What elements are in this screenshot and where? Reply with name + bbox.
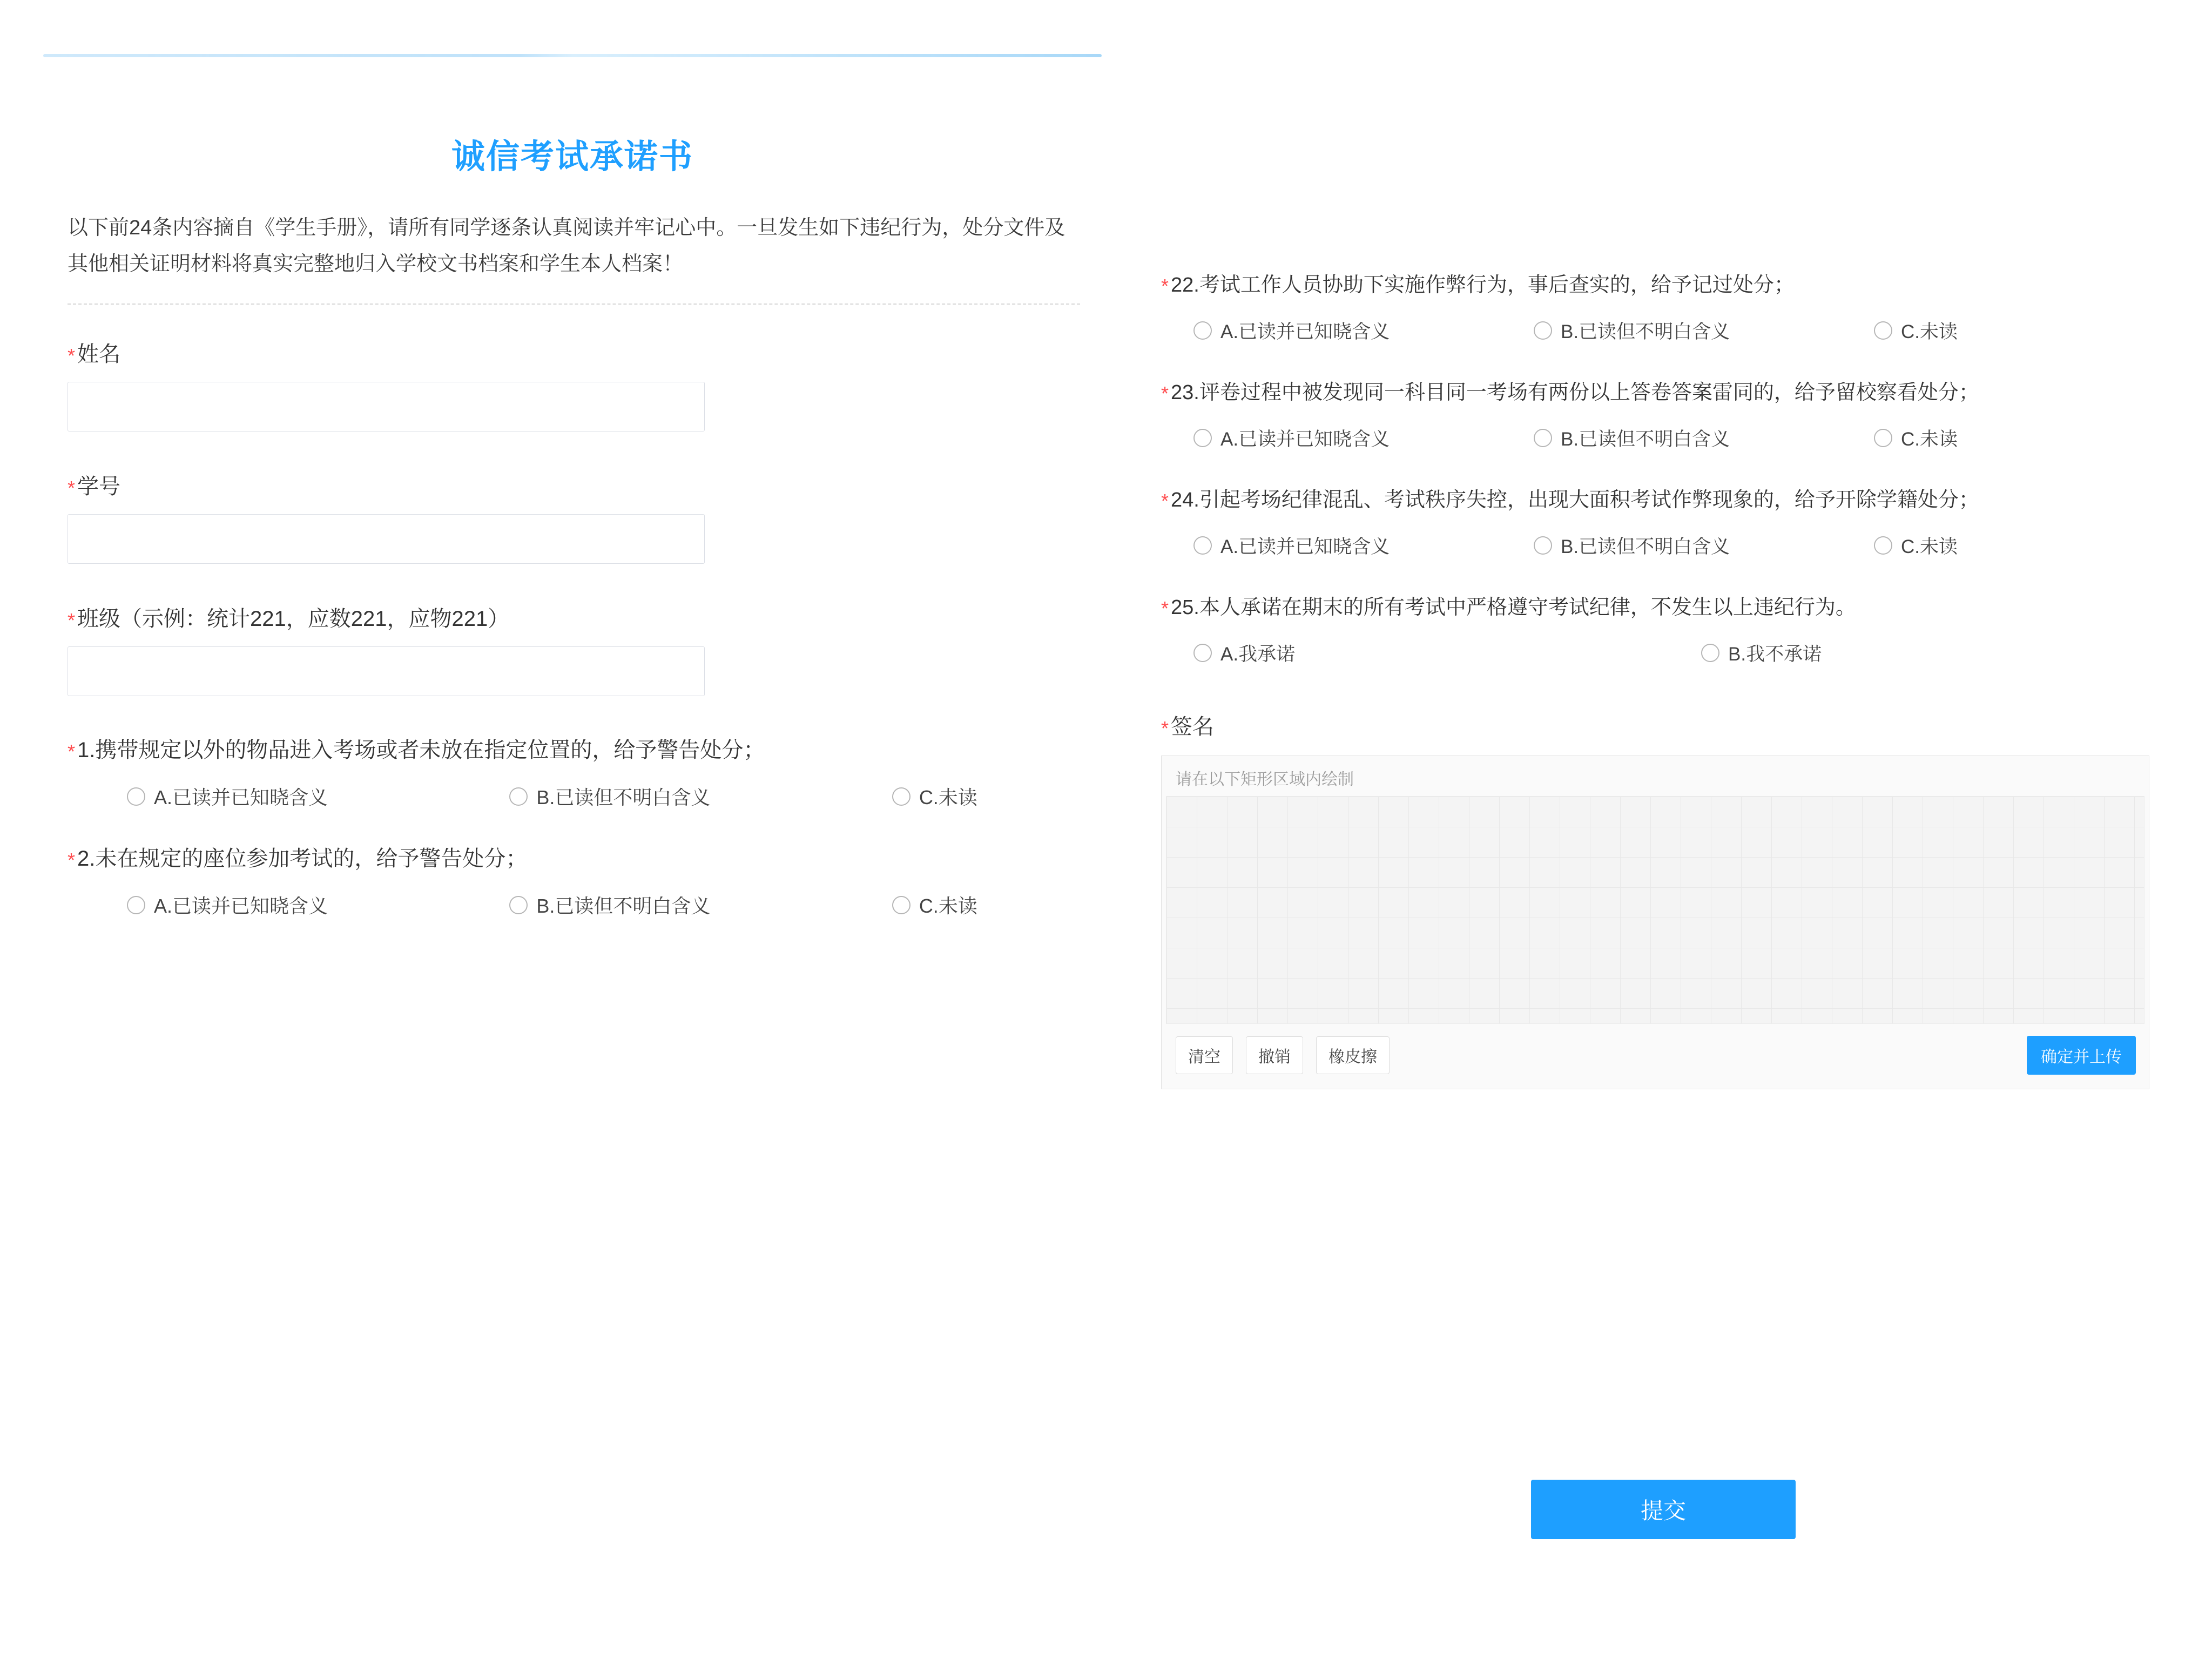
question-25-text (1161, 592, 2166, 623)
field-name-label (68, 337, 1102, 368)
radio-icon[interactable] (509, 896, 528, 914)
radio-icon[interactable] (892, 787, 911, 806)
question-25-option-yes-label: A.我承诺 (1220, 644, 1296, 665)
field-name-label-text: 姓名 (77, 342, 121, 366)
signature-section (1161, 710, 2166, 1089)
question-1-body: 携带规定以外的物品进入考场或者未放在指定位置的，给予警告处分； (95, 738, 765, 762)
question-22-option-a[interactable] (1193, 317, 1534, 344)
question-2-option-c-label: C.未读 (919, 895, 977, 917)
radio-icon[interactable] (1193, 321, 1212, 340)
question-23 (1161, 377, 2166, 451)
required-indicator: * (68, 849, 76, 871)
question-25-option-yes[interactable] (1193, 639, 1701, 666)
question-2-option-c[interactable] (892, 891, 1102, 919)
required-indicator: * (68, 609, 76, 631)
required-indicator: * (1161, 597, 1169, 619)
required-indicator: * (1161, 382, 1169, 404)
question-2-option-b[interactable] (509, 891, 892, 919)
question-1-text (68, 734, 1102, 766)
class-input[interactable] (68, 646, 705, 696)
signature-canvas[interactable] (1166, 796, 2144, 1024)
question-2-text (68, 842, 1102, 875)
question-23-option-c[interactable] (1874, 424, 2090, 451)
question-22-option-b-label: B.已读但不明白含义 (1561, 321, 1730, 342)
radio-icon[interactable] (1534, 536, 1552, 555)
question-1 (68, 734, 1102, 810)
question-24-options (1161, 532, 2166, 559)
question-24-option-a-label: A.已读并已知晓含义 (1220, 536, 1390, 557)
radio-icon[interactable] (1534, 429, 1552, 447)
radio-icon[interactable] (892, 896, 911, 914)
field-name (68, 337, 1102, 431)
question-24-option-c[interactable] (1874, 532, 2090, 559)
question-23-option-a-label: A.已读并已知晓含义 (1220, 429, 1390, 450)
question-2-option-a-label: A.已读并已知晓含义 (154, 895, 328, 917)
signature-clear-button[interactable]: 清空 (1176, 1036, 1233, 1074)
question-22-text (1161, 270, 2166, 301)
radio-icon[interactable] (1874, 536, 1892, 555)
radio-icon[interactable] (127, 787, 145, 806)
question-1-option-b[interactable] (509, 783, 892, 810)
question-2-option-b-label: B.已读但不明白含义 (536, 895, 711, 917)
field-class-label-text: 班级（示例：统计221，应数221，应物221） (77, 607, 510, 631)
question-25-option-no[interactable] (1701, 639, 2025, 666)
radio-icon[interactable] (1701, 644, 1719, 662)
radio-icon[interactable] (127, 896, 145, 914)
question-25-option-no-label: B.我不承诺 (1728, 644, 1822, 665)
question-23-options (1161, 424, 2166, 451)
question-24-option-a[interactable] (1193, 532, 1534, 559)
student-id-input[interactable] (68, 514, 705, 564)
question-24-text (1161, 485, 2166, 516)
question-22-body: 考试工作人员协助下实施作弊行为，事后查实的，给予记过处分； (1199, 274, 1795, 296)
question-24-option-b-label: B.已读但不明白含义 (1561, 536, 1730, 557)
page-title: 诚信考试承诺书 (451, 138, 693, 176)
question-2-option-a[interactable] (127, 891, 509, 919)
submit-button[interactable]: 提交 (1531, 1480, 1796, 1539)
question-23-option-b[interactable] (1534, 424, 1874, 451)
field-student-id (68, 469, 1102, 564)
signature-eraser-button[interactable]: 橡皮擦 (1316, 1036, 1390, 1074)
radio-icon[interactable] (1534, 321, 1552, 340)
question-1-option-a[interactable] (127, 783, 509, 810)
question-23-option-b-label: B.已读但不明白含义 (1561, 429, 1730, 450)
intro-text: 以下前24条内容摘自《学生手册》，请所有同学逐条认真阅读并牢记心中。一旦发生如下违纪行为，处分文件及其他相关证明材料将真实完整地归入学校文书档案和学生本人档案！ (68, 217, 1065, 275)
question-23-option-c-label: C.未读 (1901, 429, 1958, 450)
signature-label (1161, 710, 2166, 740)
question-22-option-b[interactable] (1534, 317, 1874, 344)
question-22-number: 22. (1171, 274, 1199, 296)
signature-hint: 请在以下矩形区域内绘制 (1162, 756, 2149, 796)
question-25-number: 25. (1171, 596, 1199, 619)
divider (68, 304, 1080, 305)
question-25 (1161, 592, 2166, 666)
question-1-option-a-label: A.已读并已知晓含义 (154, 786, 328, 808)
question-23-option-a[interactable] (1193, 424, 1534, 451)
field-student-id-label (68, 469, 1102, 500)
question-2-number: 2. (77, 847, 96, 871)
question-1-options (68, 783, 1102, 810)
signature-upload-button[interactable]: 确定并上传 (2027, 1036, 2136, 1075)
question-22-option-c-label: C.未读 (1901, 321, 1958, 342)
question-22-options (1161, 317, 2166, 344)
signature-panel (1161, 756, 2149, 1089)
question-24-number: 24. (1171, 489, 1199, 511)
radio-icon[interactable] (1874, 429, 1892, 447)
question-1-option-c[interactable] (892, 783, 1102, 810)
top-decoration-bar (43, 54, 1102, 57)
required-indicator: * (68, 740, 76, 763)
question-2-options (68, 891, 1102, 919)
radio-icon[interactable] (1193, 429, 1212, 447)
question-24-body: 引起考场纪律混乱、考试秩序失控，出现大面积考试作弊现象的，给予开除学籍处分； (1199, 489, 1979, 511)
submit-area (1161, 1480, 2166, 1539)
right-column (1161, 270, 2166, 1089)
required-indicator: * (1161, 717, 1169, 739)
question-24 (1161, 485, 2166, 559)
signature-undo-button[interactable]: 撤销 (1246, 1036, 1303, 1074)
question-22 (1161, 270, 2166, 344)
radio-icon[interactable] (1193, 644, 1212, 662)
field-class (68, 602, 1102, 696)
field-class-label (68, 602, 1102, 632)
question-23-number: 23. (1171, 381, 1199, 404)
question-25-options (1161, 639, 2166, 666)
question-2 (68, 842, 1102, 919)
question-1-number: 1. (77, 738, 96, 762)
question-2-body: 未在规定的座位参加考试的，给予警告处分； (95, 847, 528, 871)
question-24-option-b[interactable] (1534, 532, 1874, 559)
required-indicator: * (68, 345, 76, 367)
name-input[interactable] (68, 382, 705, 431)
signature-toolbar (1162, 1024, 2149, 1089)
question-23-body: 评卷过程中被发现同一科目同一考场有两份以上答卷答案雷同的，给予留校察看处分； (1199, 381, 1979, 404)
signature-label-text: 签名 (1171, 715, 1215, 739)
question-23-text (1161, 377, 2166, 408)
question-25-body: 本人承诺在期末的所有考试中严格遵守考试纪律，不发生以上违纪行为。 (1199, 596, 1856, 619)
radio-icon[interactable] (509, 787, 528, 806)
question-1-option-c-label: C.未读 (919, 786, 977, 808)
required-indicator: * (1161, 490, 1169, 512)
required-indicator: * (68, 477, 76, 499)
radio-icon[interactable] (1874, 321, 1892, 340)
required-indicator: * (1161, 275, 1169, 297)
question-22-option-a-label: A.已读并已知晓含义 (1220, 321, 1390, 342)
question-1-option-b-label: B.已读但不明白含义 (536, 786, 711, 808)
question-22-option-c[interactable] (1874, 317, 2090, 344)
left-column (43, 130, 1102, 943)
field-student-id-label-text: 学号 (77, 475, 121, 498)
question-24-option-c-label: C.未读 (1901, 536, 1958, 557)
radio-icon[interactable] (1193, 536, 1212, 555)
